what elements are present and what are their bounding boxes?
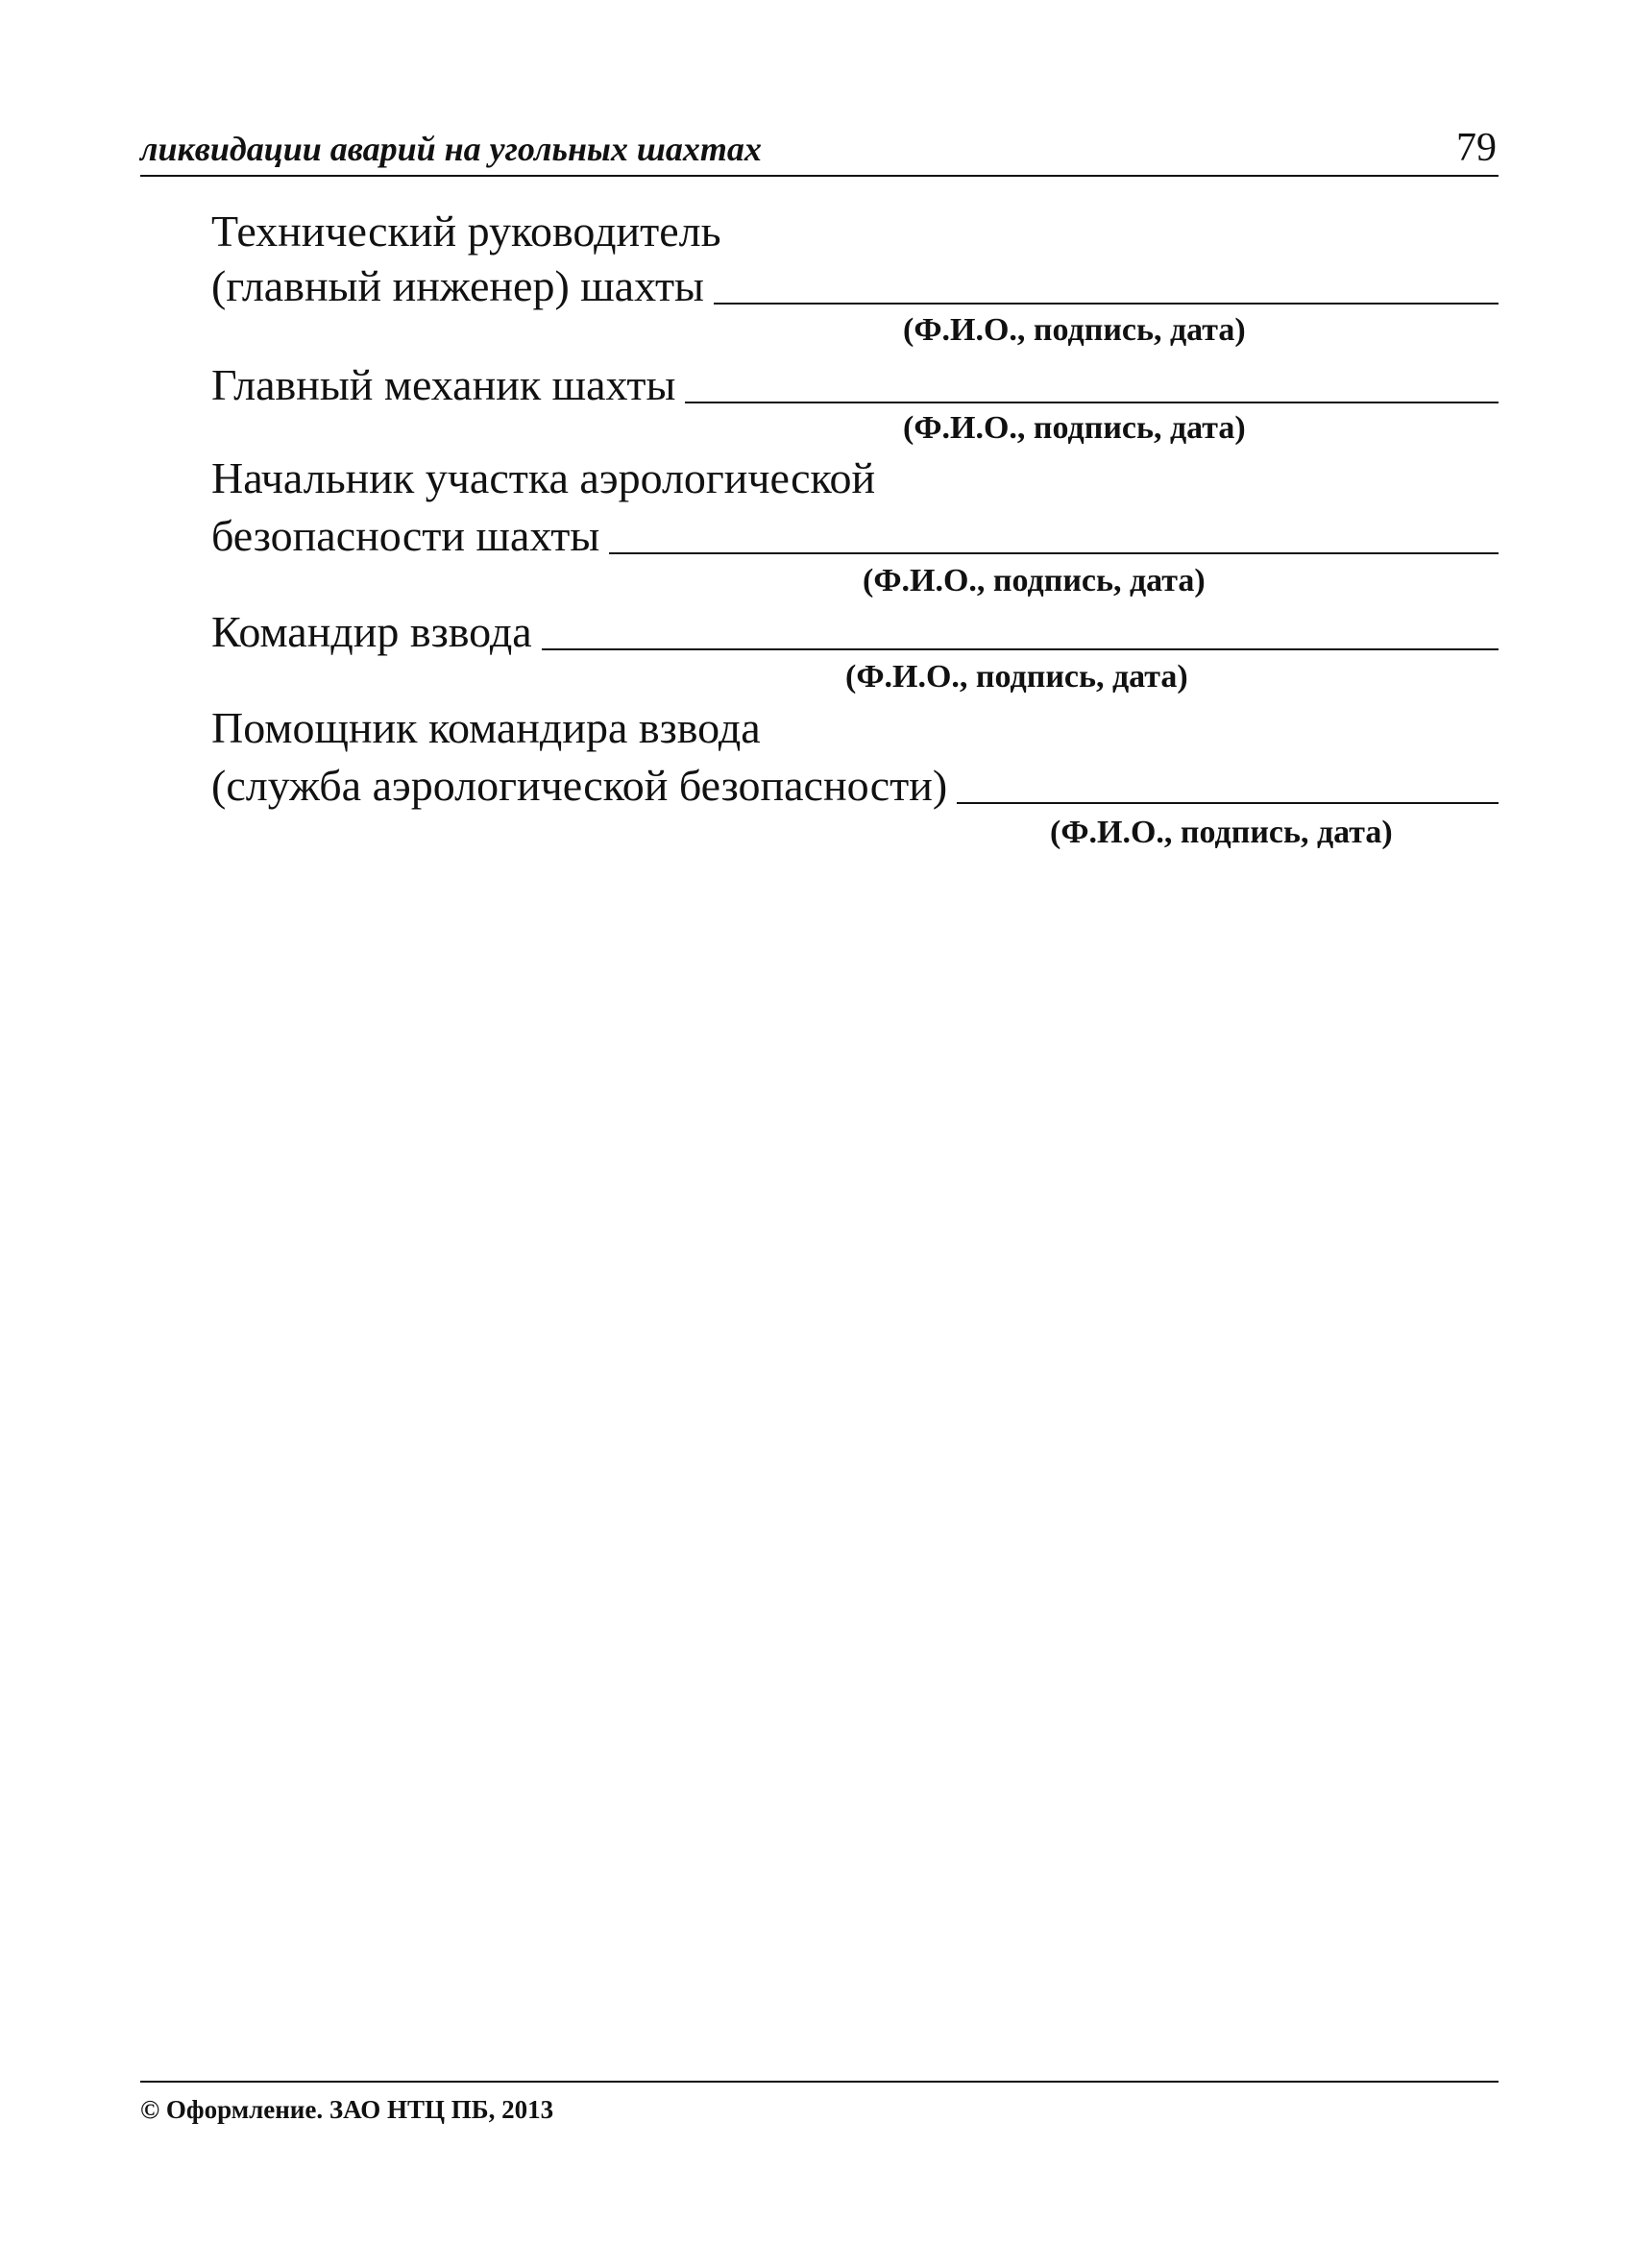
signature-1-row <box>211 261 1499 310</box>
signature-1-role-line2: (главный инженер) шахты <box>211 261 704 310</box>
signature-3-role-line2: безопасности шахты <box>211 511 600 560</box>
signature-3-row <box>211 511 1499 560</box>
signature-2-row <box>211 360 1499 409</box>
signature-5-role-line2: (служба аэрологической безопасности) <box>211 761 948 810</box>
signature-2-caption: (Ф.И.О., подпись, дата) <box>903 410 1246 446</box>
signature-4-blank[interactable] <box>542 648 1499 650</box>
signature-1-caption: (Ф.И.О., подпись, дата) <box>903 312 1246 348</box>
signature-5-role-line1: Помощник командира взвода <box>211 703 761 752</box>
footer-divider <box>140 2081 1499 2083</box>
page-header <box>140 127 1499 177</box>
signature-2-role: Главный механик шахты <box>211 360 676 409</box>
signature-3-caption: (Ф.И.О., подпись, дата) <box>863 563 1206 598</box>
running-title: ликвидации аварий на угольных шахтах <box>140 130 762 168</box>
copyright-notice: © Оформление. ЗАО НТЦ ПБ, 2013 <box>140 2095 554 2124</box>
signature-1-blank[interactable] <box>714 303 1499 305</box>
signature-1-role-line1: Технический руководитель <box>211 207 721 256</box>
signature-3-role-line1: Начальник участка аэрологической <box>211 453 876 502</box>
signature-5-row <box>211 761 1499 810</box>
signature-4-role: Командир взвода <box>211 607 532 656</box>
signature-3-blank[interactable] <box>609 552 1499 554</box>
signature-5-caption: (Ф.И.О., подпись, дата) <box>1050 815 1393 850</box>
signature-5-blank[interactable] <box>957 802 1499 804</box>
signature-2-blank[interactable] <box>685 402 1499 403</box>
page-number: 79 <box>1456 126 1497 170</box>
signature-4-caption: (Ф.И.О., подпись, дата) <box>845 659 1188 695</box>
signature-4-row <box>211 607 1499 656</box>
